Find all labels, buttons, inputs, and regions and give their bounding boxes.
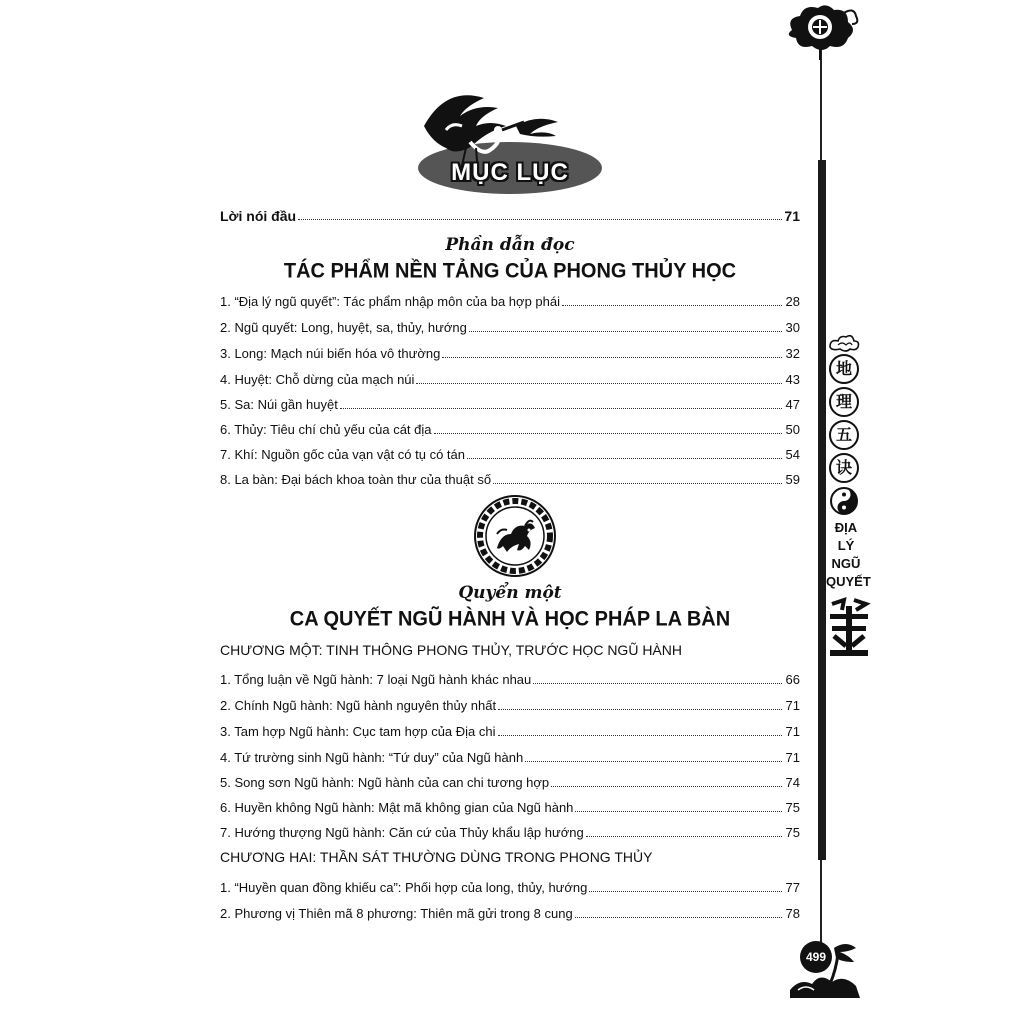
chapter-heading: CHƯƠNG MỘT: TINH THÔNG PHONG THỦY, TRƯỚC HỌC NGŨ HÀNH <box>220 642 682 658</box>
toc-entry-title: 3. Tam hợp Ngũ hành: Cục tam hợp của Địa chi <box>220 724 496 739</box>
dot-leader <box>493 483 782 484</box>
toc-entry-page: 43 <box>785 372 800 387</box>
dot-leader <box>498 709 782 710</box>
toc-entry-page: 66 <box>785 672 800 687</box>
toc-entry[interactable] <box>220 368 800 388</box>
dot-leader <box>575 917 782 918</box>
toc-entry-title: 1. Tổng luận về Ngũ hành: 7 loại Ngũ hành khác nhau <box>220 672 532 687</box>
toc-entry-page: 28 <box>785 294 800 309</box>
toc-entry-foreword[interactable] <box>220 204 800 224</box>
page-number: 499 <box>800 941 832 973</box>
dot-leader <box>551 786 782 787</box>
sidebar-title-line: ĐỊA <box>834 520 858 535</box>
toc-entry-title: 2. Chính Ngũ hành: Ngũ hành nguyên thủy nhất <box>220 698 497 713</box>
dot-leader <box>525 761 782 762</box>
toc-entry-page: 59 <box>785 472 800 487</box>
toc-entry-title: 5. Song sơn Ngũ hành: Ngũ hành của can chi tương hợp <box>220 775 550 790</box>
toc-entry-page: 75 <box>785 825 800 840</box>
toc-entry[interactable] <box>220 290 800 310</box>
toc-entry-title: 7. Hướng thượng Ngũ hành: Căn cứ của Thủy khẩu lập hướng <box>220 825 584 840</box>
toc-entry[interactable] <box>220 316 800 336</box>
toc-entry-title: Lời nói đầu <box>220 208 297 224</box>
part-title: TÁC PHẨM NỀN TẢNG CỦA PHONG THỦY HỌC <box>283 259 737 283</box>
book-kicker: Quyển một <box>458 583 562 603</box>
toc-entry-title: 7. Khí: Nguồn gốc của vạn vật có tụ có tán <box>220 447 465 462</box>
top-ornament-icon <box>782 0 862 60</box>
toc-entry[interactable] <box>220 418 800 438</box>
toc-entry-title: 4. Huyệt: Chỗ dừng của mạch núi <box>220 372 415 387</box>
toc-entry[interactable] <box>220 694 800 714</box>
page-title: MỤC LỤC <box>451 159 569 186</box>
toc-entry-page: 78 <box>785 906 800 921</box>
toc-entry[interactable] <box>220 720 800 740</box>
yin-yang-icon <box>829 486 859 516</box>
toc-entry[interactable] <box>220 796 800 816</box>
toc-entry-page: 74 <box>785 775 800 790</box>
sidebar-emblem: 地 <box>829 354 859 384</box>
part-kicker: Phần dẫn đọc <box>445 235 575 255</box>
toc-entry-title: 6. Thủy: Tiêu chí chủ yếu của cát địa <box>220 422 432 437</box>
sidebar-emblem: 理 <box>829 387 859 417</box>
toc-entry-page: 71 <box>784 208 800 224</box>
sidebar-title-line: QUYẾT <box>826 574 871 589</box>
toc-entry-page: 32 <box>785 346 800 361</box>
toc-entry-title: 3. Long: Mạch núi biến hóa vô thường <box>220 346 441 361</box>
toc-entry[interactable] <box>220 771 800 791</box>
toc-entry-page: 47 <box>785 397 800 412</box>
dot-leader <box>467 458 782 459</box>
toc-entry-title: 6. Huyền không Ngũ hành: Mật mã không gian của Ngũ hành <box>220 800 574 815</box>
dot-leader <box>469 331 782 332</box>
book-title: CA QUYẾT NGŨ HÀNH VÀ HỌC PHÁP LA BÀN <box>289 607 731 631</box>
dot-leader <box>434 433 783 434</box>
dot-leader <box>298 219 782 220</box>
toc-entry-title: 4. Tứ trường sinh Ngũ hành: “Tứ duy” của Ngũ hành <box>220 750 524 765</box>
toc-entry-title: 5. Sa: Núi gần huyệt <box>220 397 338 412</box>
toc-entry[interactable] <box>220 902 800 922</box>
toc-entry[interactable] <box>220 443 800 463</box>
dot-leader <box>340 408 782 409</box>
toc-entry-page: 71 <box>785 750 800 765</box>
margin-bar <box>818 160 826 860</box>
dot-leader <box>586 836 782 837</box>
toc-entry-page: 54 <box>785 447 800 462</box>
toc-entry-page: 77 <box>785 880 800 895</box>
toc-entry[interactable] <box>220 668 800 688</box>
toc-entry-page: 71 <box>785 724 800 739</box>
dot-leader <box>442 357 782 358</box>
dot-leader <box>575 811 782 812</box>
toc-entry-page: 30 <box>785 320 800 335</box>
qilin-medallion-icon <box>473 494 557 578</box>
toc-entry-title: 1. “Huyền quan đồng khiếu ca”: Phối hợp của long, thủy, hướng <box>220 880 588 895</box>
dot-leader <box>562 305 782 306</box>
sidebar-title-line: NGŨ <box>831 556 861 571</box>
toc-entry[interactable] <box>220 393 800 413</box>
toc-entry[interactable] <box>220 821 800 841</box>
dot-leader <box>589 891 782 892</box>
chapter-heading: CHƯƠNG HAI: THẦN SÁT THƯỜNG DÙNG TRONG PHONG THỦY <box>220 849 653 865</box>
sidebar-emblem: 五 <box>829 420 859 450</box>
toc-entry-title: 2. Ngũ quyết: Long, huyệt, sa, thủy, hướng <box>220 320 467 335</box>
dot-leader <box>498 735 782 736</box>
toc-entry-title: 2. Phương vị Thiên mã 8 phương: Thiên mã gửi trong 8 cung <box>220 906 573 921</box>
toc-entry-page: 75 <box>785 800 800 815</box>
toc-entry-page: 71 <box>785 698 800 713</box>
cloud-ornament-icon <box>828 333 862 353</box>
toc-entry[interactable] <box>220 746 800 766</box>
seal-glyph-icon <box>826 596 872 660</box>
toc-entry-title: 8. La bàn: Đại bách khoa toàn thư của thuật số <box>220 472 492 487</box>
toc-entry[interactable] <box>220 876 800 896</box>
sidebar-emblem: 诀 <box>829 453 859 483</box>
dot-leader <box>533 683 782 684</box>
sidebar-title-line: LÝ <box>837 538 855 553</box>
toc-entry-page: 50 <box>785 422 800 437</box>
dot-leader <box>416 383 782 384</box>
toc-entry-title: 1. “Địa lý ngũ quyết”: Tác phẩm nhập môn của ba hợp phái <box>220 294 560 309</box>
toc-entry[interactable] <box>220 342 800 362</box>
toc-entry[interactable] <box>220 468 800 488</box>
